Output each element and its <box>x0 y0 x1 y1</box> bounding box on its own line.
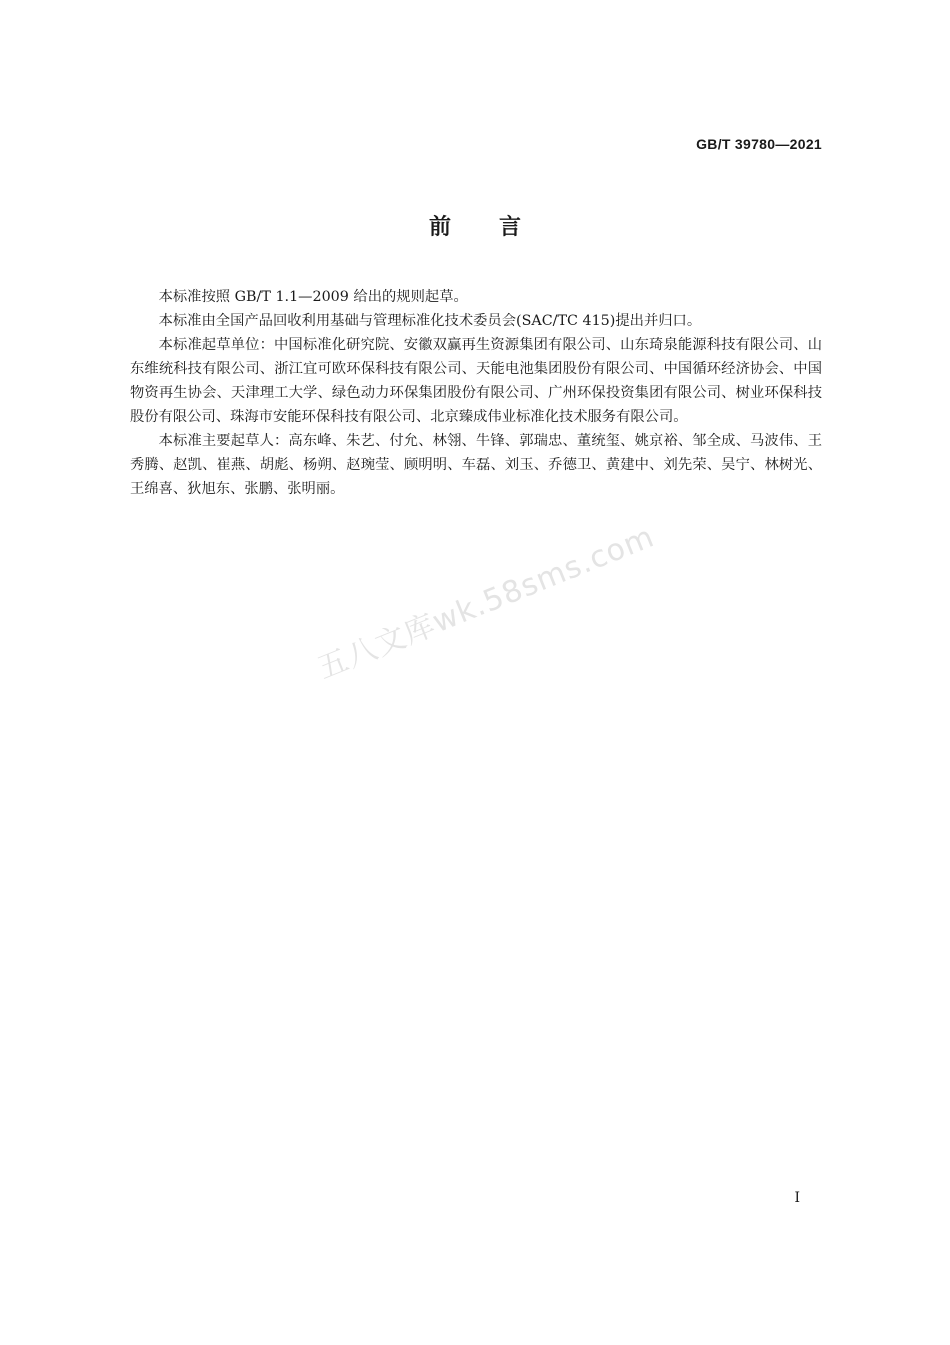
document-body <box>130 285 822 501</box>
paragraph-drafters: 本标准主要起草人：高东峰、朱艺、付允、林翎、牛锋、郭瑞忠、董统玺、姚京裕、邹全成、马波伟、王秀腾、赵凯、崔燕、胡彪、杨朔、赵琬莹、顾明明、车磊、刘玉、乔德卫、黄建中、刘先荣、吴宁、林树光、王绵喜、狄旭东、张鹏、张明丽。 <box>130 433 822 497</box>
paragraph-drafting-rules: 本标准按照 GB/T 1.1—2009 给出的规则起草。 <box>158 289 468 305</box>
page-title: 前言 <box>428 215 569 240</box>
standard-code: GB/T 39780—2021 <box>696 136 822 152</box>
paragraph-proposer: 本标准由全国产品回收利用基础与管理标准化技术委员会(SAC/TC 415)提出并归口。 <box>158 313 702 329</box>
watermark: 五八文库wk.58sms.com <box>312 519 660 687</box>
paragraph-drafting-units: 本标准起草单位：中国标准化研究院、安徽双赢再生资源集团有限公司、山东琦泉能源科技有限公司、山东维统科技有限公司、浙江宜可欧环保科技有限公司、天能电池集团股份有限公司、中国循环经济协会、中国物资再生协会、天津理工大学、绿色动力环保集团股份有限公司、广州环保投资集团有限公司、树业环保科技股份有限公司、珠海市安能环保科技有限公司、北京臻成伟业标准化技术服务有限公司。 <box>130 337 822 425</box>
page-number: I <box>794 1190 800 1206</box>
